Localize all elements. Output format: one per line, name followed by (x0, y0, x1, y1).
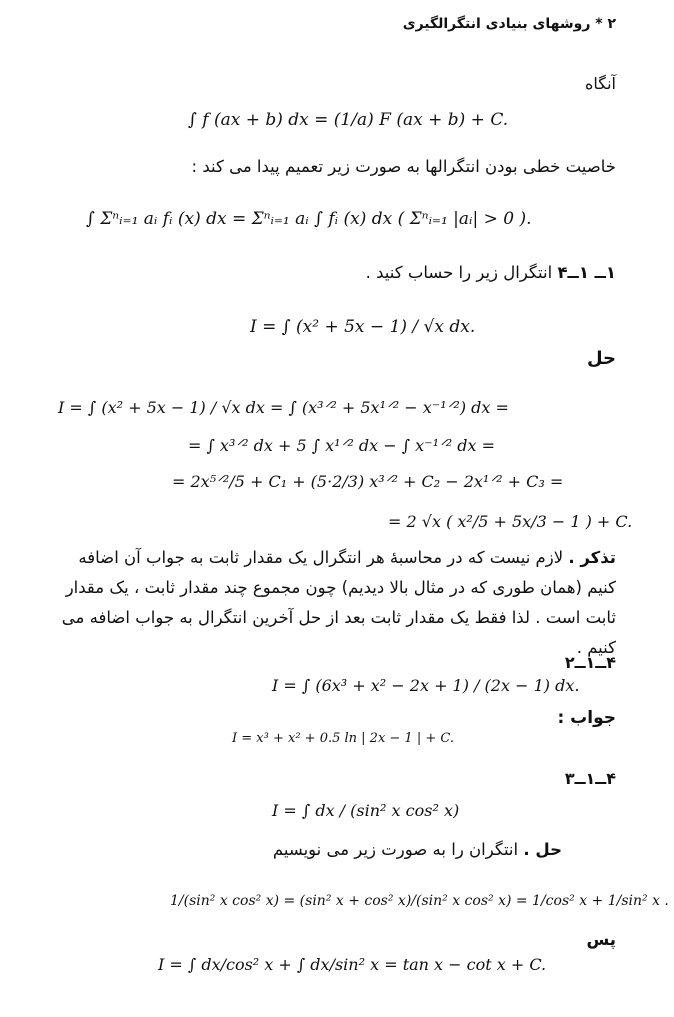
example-2-integral: I = ∫ (6x³ + x² − 2x + 1) / (2x − 1) dx. (272, 676, 580, 695)
note-label: تذکر . (568, 548, 616, 567)
solution-line-4: = 2 √x ( x²/5 + 5x/3 − 1 ) + C. (388, 512, 633, 531)
example-3-solution-text: انتگران را به صورت زیر می نویسیم (272, 840, 519, 859)
example-2-answer: I = x³ + x² + 0.5 ln | 2x − 1 | + C. (232, 731, 454, 746)
intro-word: آنگاه (585, 74, 616, 93)
formula-linearity: ∫ Σⁿᵢ₌₁ aᵢ fᵢ (x) dx = Σⁿᵢ₌₁ aᵢ ∫ fᵢ (x) dx ( Σⁿᵢ₌₁ |aᵢ| > 0 ). (86, 209, 532, 229)
example-1-statement: انتگرال زیر را حساب کنید . (365, 263, 553, 282)
example-2-answer-label: جواب : (557, 708, 616, 728)
running-header (403, 16, 616, 32)
linearity-text: خاصیت خطی بودن انتگرالها به صورت زیر تعمیم پیدا می کند : (191, 157, 616, 176)
note-text: لازم نیست که در محاسبهٔ هر انتگرال یک مقدار ثابت به جواب آن اضافه کنیم (همان طوری که در مثال بالا دیدیم) چون مجموع چند مقدار ثابت ، یک مقدار ثابت است . لذا فقط یک مقدار ثابت بعد از حل آخرین انتگرال به جواب اضافه می کنیم . (61, 548, 616, 657)
solution-line-2: = ∫ x³ᐟ² dx + 5 ∫ x¹ᐟ² dx − ∫ x⁻¹ᐟ² dx = (188, 436, 496, 455)
example-3-result: I = ∫ dx/cos² x + ∫ dx/sin² x = tan x − cot x + C. (158, 955, 547, 974)
header-star: * (595, 16, 603, 32)
example-2-number: ۴ــ۱ــ۲ (564, 653, 616, 672)
example-3-number: ۴ــ۱ــ۳ (564, 769, 616, 788)
example-1-number: ۱ــ ۱ــ۴ (557, 263, 616, 282)
example-1-solution-label: حل (586, 348, 616, 369)
example-3-integral: I = ∫ dx / (sin² x cos² x) (272, 801, 460, 820)
example-1-heading (366, 263, 616, 282)
example-3-solution (273, 840, 562, 859)
solution-line-3: = 2x⁵ᐟ²/5 + C₁ + (5·2/3) x³ᐟ² + C₂ − 2x¹ᐟ² + C₃ = (172, 472, 564, 491)
solution-line-1: I = ∫ (x² + 5x − 1) / √x dx = ∫ (x³ᐟ² + 5x¹ᐟ² − x⁻¹ᐟ²) dx = (58, 398, 509, 417)
example-3-identity: 1/(sin² x cos² x) = (sin² x + cos² x)/(sin² x cos² x) = 1/cos² x + 1/sin² x . (170, 893, 669, 909)
example-3-solution-label: حل . (523, 840, 562, 859)
therefore-word: پس (586, 930, 616, 949)
formula-linear-substitution: ∫ f (ax + b) dx = (1/a) F (ax + b) + C. (188, 110, 509, 130)
page-number: ۲ (607, 16, 616, 32)
example-1-integral: I = ∫ (x² + 5x − 1) / √x dx. (250, 317, 476, 337)
running-title: روشهای بنیادی انتگرالگیری (402, 16, 591, 32)
note-paragraph (56, 543, 616, 663)
